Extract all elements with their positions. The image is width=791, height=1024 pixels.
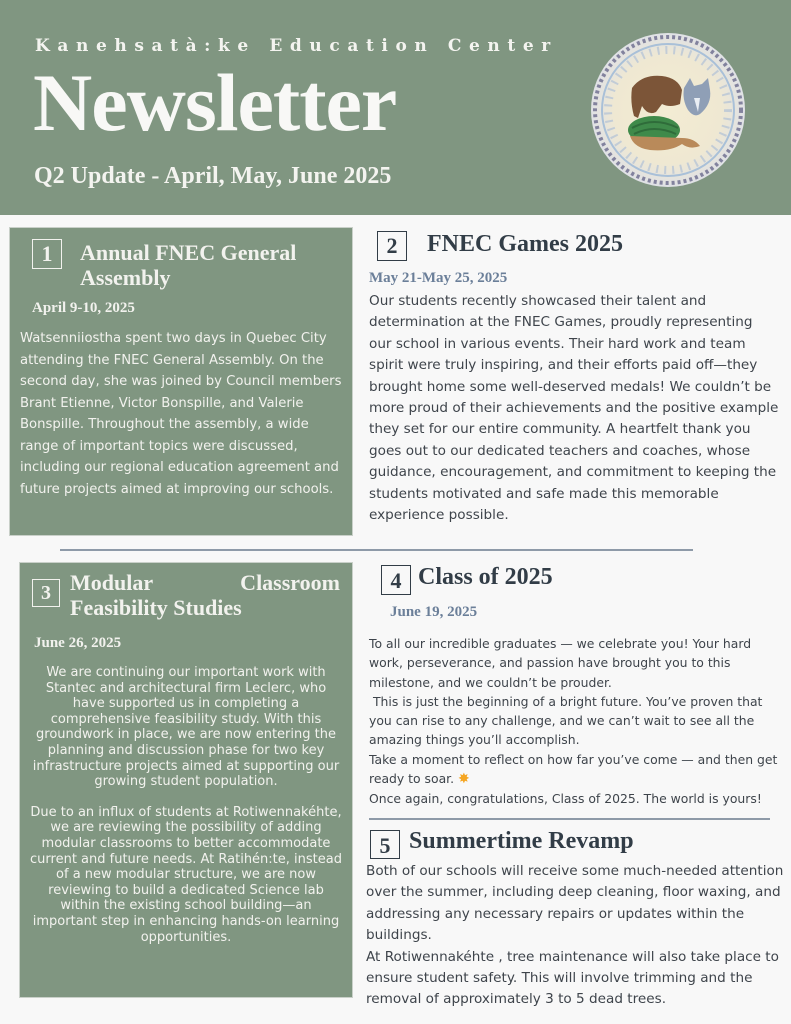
section-title: FNEC Games 2025 (427, 231, 623, 257)
section-annual-fnec-assembly (9, 227, 353, 536)
section-body (366, 861, 786, 1011)
organization-name: Kanehsatà:ke Education Center (35, 36, 558, 56)
paragraph: Watsenniiostha spent two days in Quebec City attending the FNEC General Assembly. On the second day, she was joined by Council members Brant Etienne, Victor Bonspille, and Valerie Bonspille. Throughout the assembly, a wide range of important topics were discussed, including our regional education agreement and future projects aimed at improving our schools. (20, 331, 342, 497)
paragraph: Our students recently showcased their talent and determination at the FNEC Games, proudly representing our school in various events. Their hard work and team spirit were truly inspiring, and their efforts paid off—they brought home some well-deserved medals! We couldn’t be more proud of their achievements and the positive example they set for our entire community. A heartfelt thank you goes out to our dedicated teachers and coaches, whose guidance, encouragement, and commitment to keeping the students motivated and safe made this memorable experience possible. (369, 293, 779, 524)
paragraph: At Rotiwennakéhte , tree maintenance will also take place to ensure student safety. This will involve trimming and the removal of approximately 3 to 5 dead trees. (366, 948, 779, 1008)
section-body (28, 665, 344, 945)
paragraph: Both of our schools will receive some much-needed attention over the summer, including deep cleaning, floor waxing, and addressing any necessary repairs or updates within the buildings. (366, 863, 784, 944)
section-body (369, 291, 779, 526)
paragraph: Due to an influx of students at Rotiwennakéhte, we are reviewing the possibility of adding modular classrooms to better accommodate current and future needs. At Ratihén:te, instead of a new modular structure, we are now reviewing to build a dedicated Science lab within the existing school building—an important step in enhancing hands-on learning opportunities. (30, 804, 342, 945)
section-date: April 9-10, 2025 (32, 300, 135, 316)
section-number: 3 (32, 579, 60, 607)
paragraph: This is just the beginning of a bright future. You’ve proven that you can rise to any challenge, and we can’t wait to see all the amazing things you’ll accomplish. (369, 693, 767, 748)
section-body (369, 634, 784, 809)
paragraph (369, 750, 784, 790)
section-number: 1 (32, 239, 62, 269)
section-modular-classroom (19, 562, 353, 998)
newsletter-header (0, 0, 791, 215)
paragraph-text: Take a moment to reflect on how far you’ve come — and then get ready to soar. (369, 751, 778, 787)
star-icon: ✸ (458, 771, 470, 788)
section-divider (369, 818, 770, 820)
section-number: 2 (377, 231, 407, 261)
section-title: Class of 2025 (418, 564, 553, 590)
section-date: June 19, 2025 (390, 604, 478, 620)
newsletter-title: Newsletter (33, 57, 397, 148)
clan-seal-icon (590, 32, 746, 188)
section-title: Summertime Revamp (409, 828, 634, 854)
paragraph: Once again, congratulations, Class of 2025. The world is yours! (369, 791, 762, 807)
section-title: Modular Classroom Feasibility Studies (70, 570, 340, 620)
section-date: May 21-May 25, 2025 (369, 270, 508, 286)
section-title: Annual FNEC General Assembly (80, 240, 297, 290)
section-body (20, 328, 350, 500)
section-divider (60, 549, 693, 551)
section-number: 4 (381, 565, 411, 595)
paragraph: We are continuing our important work with Stantec and architectural firm Leclerc, who have supported us in completing a comprehensive feasibility study. With this groundwork in place, we are now entering the planning and discussion phase for two key infrastructure projects aimed at supporting our growing student population. (32, 665, 340, 790)
section-date: June 26, 2025 (34, 635, 122, 651)
paragraph: To all our incredible graduates — we celebrate you! Your hard work, perseverance, and passion have brought you to this milestone, and we couldn’t be prouder. (369, 636, 752, 690)
section-number: 5 (370, 830, 400, 859)
newsletter-subtitle: Q2 Update - April, May, June 2025 (34, 163, 392, 189)
